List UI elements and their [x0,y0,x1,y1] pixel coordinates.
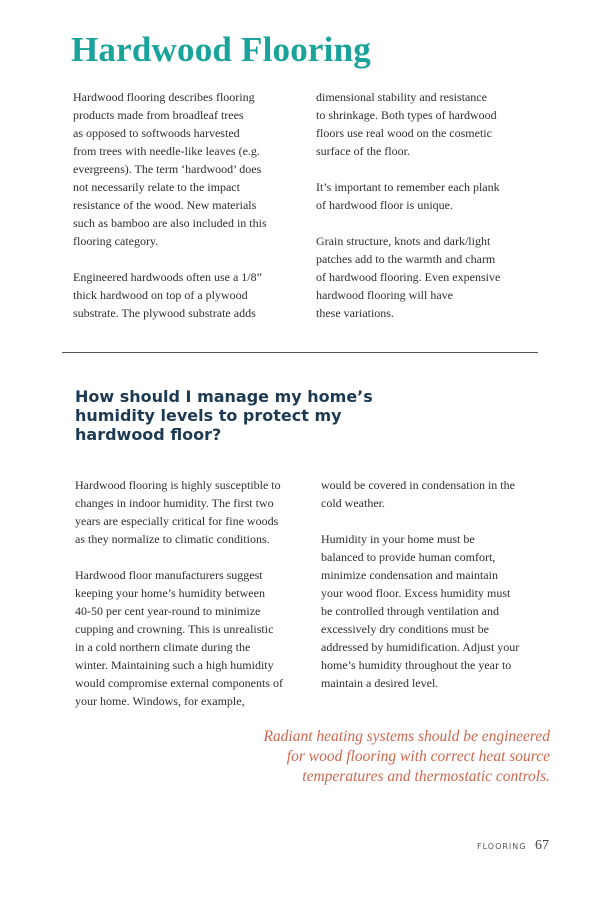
pull-quote [263,727,550,787]
footer-section-label: FLOORING [477,842,527,851]
text-line: home’s humidity throughout the year to [321,658,512,672]
intro-column-2 [316,88,500,322]
text-line: would be covered in condensation in the [321,478,515,492]
text-line: evergreens). The term ‘hardwood’ does [73,162,262,176]
text-line [73,250,267,268]
text-line: balanced to provide human comfort, [321,550,496,564]
text-line: as they normalize to climatic conditions. [75,532,270,546]
text-line: in a cold northern climate during the [75,640,251,654]
text-line: your wood floor. Excess humidity must [321,586,511,600]
page-number: 67 [535,838,549,853]
text-line: surface of the floor. [316,144,410,158]
text-line: addressed by humidification. Adjust your [321,640,520,654]
text-line: cupping and crowning. This is unrealistic [75,622,274,636]
text-line: Humidity in your home must be [321,532,475,546]
text-line: flooring category. [73,234,159,248]
text-line: years are especially critical for fine woods [75,514,279,528]
text-line: from trees with needle-like leaves (e.g. [73,144,260,158]
text-line: maintain a desired level. [321,676,439,690]
divider [62,352,538,353]
text-line: such as bamboo are also included in this [73,216,267,230]
text-line: of hardwood floor is unique. [316,198,453,212]
text-line: Engineered hardwoods often use a 1/8” [73,270,262,284]
text-line [316,160,500,178]
text-line: temperatures and thermostatic controls. [302,768,550,785]
page-title: Hardwood Flooring [71,30,371,69]
text-line: excessively dry conditions must be [321,622,489,636]
text-line: cold weather. [321,496,385,510]
text-line: Hardwood flooring describes flooring [73,90,255,104]
intro-column-1 [73,88,267,322]
text-line [321,512,519,530]
text-line: of hardwood flooring. Even expensive [316,270,501,284]
text-line: substrate. The plywood substrate adds [73,306,256,320]
text-line: your home. Windows, for example, [75,694,245,708]
text-line: floors use real wood on the cosmetic [316,126,492,140]
text-line: winter. Maintaining such a high humidity [75,658,274,672]
text-line: to shrinkage. Both types of hardwood [316,108,497,122]
text-line: keeping your home’s humidity between [75,586,265,600]
section-heading [75,387,373,444]
text-line: Hardwood floor manufacturers suggest [75,568,263,582]
text-line: be controlled through ventilation and [321,604,499,618]
text-line: not necessarily relate to the impact [73,180,240,194]
text-line: products made from broadleaf trees [73,108,244,122]
text-line [75,548,283,566]
text-line: changes in indoor humidity. The first two [75,496,274,510]
text-line: these variations. [316,306,394,320]
text-line: dimensional stability and resistance [316,90,487,104]
section-column-1 [75,476,283,710]
text-line: 40-50 per cent year-round to minimize [75,604,261,618]
text-line: Hardwood flooring is highly susceptible to [75,478,281,492]
text-line: for wood flooring with correct heat source [286,748,550,765]
text-line: humidity levels to protect my [75,406,342,425]
text-line: hardwood flooring will have [316,288,453,302]
text-line: as opposed to softwoods harvested [73,126,240,140]
text-line: Radiant heating systems should be engineered [263,728,550,745]
text-line: It’s important to remember each plank [316,180,500,194]
text-line [316,214,500,232]
text-line: would compromise external components of [75,676,283,690]
text-line: How should I manage my home’s [75,387,373,406]
text-line: hardwood floor? [75,425,222,444]
text-line: Grain structure, knots and dark/light [316,234,491,248]
section-column-2 [321,476,519,692]
text-line: patches add to the warmth and charm [316,252,496,266]
text-line: thick hardwood on top of a plywood [73,288,248,302]
text-line: minimize condensation and maintain [321,568,498,582]
text-line: resistance of the wood. New materials [73,198,257,212]
